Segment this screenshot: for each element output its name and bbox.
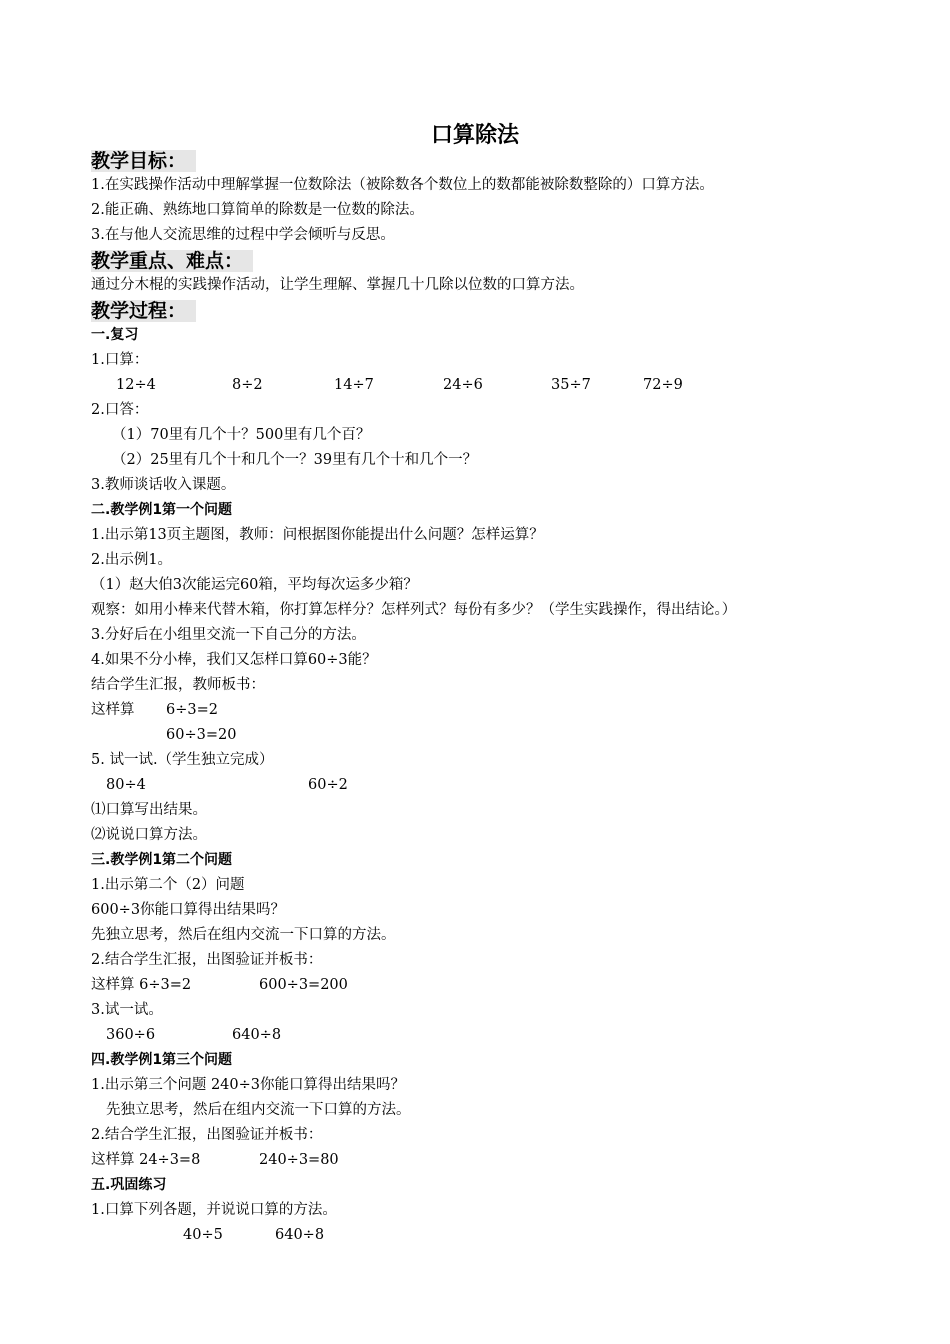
board-calc: 600÷3=200	[259, 977, 348, 993]
example-2-heading: 三.教学例1第二个问题	[91, 852, 233, 868]
goal-line: 2.能正确、熟练地口算简单的除数是一位数的除法。	[91, 202, 424, 218]
example-line: 3.分好后在小组里交流一下自己分的方法。	[91, 627, 366, 643]
key-points-heading: 教学重点、难点：	[91, 250, 253, 272]
try-it: 5. 试一试.（学生独立完成）	[91, 752, 274, 768]
example-3-heading: 四.教学例1第三个问题	[91, 1052, 233, 1068]
calc-item: 8÷2	[232, 377, 263, 393]
calc-item: 35÷7	[551, 377, 591, 393]
example-line: 2.结合学生汇报，出图验证并板书：	[91, 952, 323, 968]
board-label: 这样算	[91, 702, 135, 718]
goal-line: 3.在与他人交流思维的过程中学会倾听与反思。	[91, 227, 395, 243]
calc-item: 24÷6	[443, 377, 483, 393]
example-line: 600÷3你能口算得出结果吗？	[91, 902, 286, 918]
review-question: （2）25里有几个十和几个一？39里有几个十和几个一？	[112, 452, 478, 468]
review-item: 3.教师谈话收入课题。	[91, 477, 236, 493]
example-line: 1.出示第13页主题图，教师：问根据图你能提出什么问题？怎样运算？	[91, 527, 544, 543]
try-item: ⑵说说口算方法。	[91, 827, 207, 843]
review-question: （1）70里有几个十？500里有几个百？	[112, 427, 371, 443]
calc-item: 80÷4	[106, 777, 146, 793]
calc-item: 360÷6	[106, 1027, 156, 1043]
practice-heading: 五.巩固练习	[91, 1177, 167, 1193]
example-line: 2.结合学生汇报，出图验证并板书：	[91, 1127, 323, 1143]
example-line: 1.出示第二个（2）问题	[91, 877, 245, 893]
calc-item: 60÷2	[308, 777, 348, 793]
example-line: 先独立思考，然后在组内交流一下口算的方法。	[91, 927, 396, 943]
calc-item: 40÷5	[183, 1227, 223, 1243]
calc-item: 14÷7	[334, 377, 374, 393]
example-line: 4.如果不分小棒，我们又怎样口算60÷3能？	[91, 652, 377, 668]
calc-item: 72÷9	[643, 377, 683, 393]
try-item: ⑴口算写出结果。	[91, 802, 207, 818]
example-line: 先独立思考，然后在组内交流一下口算的方法。	[106, 1102, 411, 1118]
calc-item: 640÷8	[275, 1227, 325, 1243]
goals-heading: 教学目标：	[91, 150, 196, 172]
example-line: 结合学生汇报，教师板书：	[91, 677, 265, 693]
try-it: 3.试一试。	[91, 1002, 163, 1018]
practice-item: 1.口算下列各题，并说说口算的方法。	[91, 1202, 337, 1218]
review-heading: 一.复习	[91, 327, 139, 343]
example-1-heading: 二.教学例1第一个问题	[91, 502, 233, 518]
goal-line: 1.在实践操作活动中理解掌握一位数除法（被除数各个数位上的数都能被除数整除的）口算方法。	[91, 177, 714, 193]
example-line: 2.出示例1。	[91, 552, 173, 568]
board-calc: 这样算 24÷3=8	[91, 1152, 201, 1168]
key-points-text: 通过分木棍的实践操作活动，让学生理解、掌握几十几除以位数的口算方法。	[91, 277, 584, 293]
review-item: 2.口答：	[91, 402, 149, 418]
board-calc: 240÷3=80	[259, 1152, 339, 1168]
calc-item: 12÷4	[116, 377, 156, 393]
example-line: （1）赵大伯3次能运完60箱，平均每次运多少箱？	[91, 577, 418, 593]
board-calc: 60÷3=20	[166, 727, 237, 743]
board-calc: 6÷3=2	[166, 702, 218, 718]
board-calc: 这样算 6÷3=2	[91, 977, 192, 993]
example-line: 1.出示第三个问题 240÷3你能口算得出结果吗？	[91, 1077, 405, 1093]
example-line: 观察：如用小棒来代替木箱，你打算怎样分？怎样列式？每份有多少？（学生实践操作，得出结论。）	[91, 602, 737, 618]
calc-item: 640÷8	[232, 1027, 282, 1043]
process-heading: 教学过程：	[91, 300, 196, 322]
page-title: 口算除法	[430, 123, 519, 148]
review-item: 1.口算：	[91, 352, 149, 368]
